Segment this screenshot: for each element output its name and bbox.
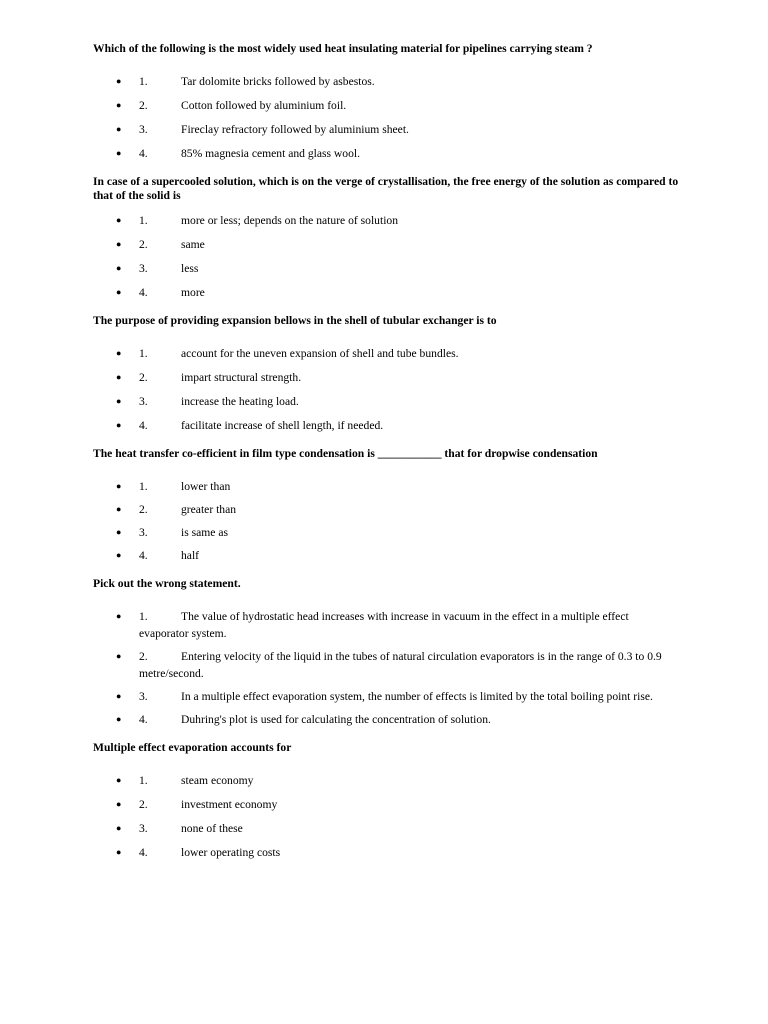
bullet-icon: ● (116, 372, 122, 382)
option-number: 4. (139, 286, 148, 299)
option-text: increase the heating load. (181, 395, 299, 408)
option-text: 85% magnesia cement and glass wool. (181, 147, 361, 160)
option-number: 4. (139, 713, 148, 726)
option-number: 2. (139, 798, 148, 811)
option-list (93, 478, 728, 564)
option-number: 2. (139, 371, 148, 384)
option-item (93, 524, 674, 541)
option-number: 4. (139, 147, 148, 160)
bullet-icon: ● (116, 287, 122, 297)
question-1 (93, 42, 728, 162)
bullet-icon: ● (116, 76, 122, 86)
option-item (93, 73, 674, 90)
bullet-icon: ● (116, 215, 122, 225)
option-text: is same as (181, 526, 229, 539)
option-number: 3. (139, 123, 148, 136)
option-number: 1. (139, 75, 148, 88)
option-text: more (181, 286, 205, 299)
option-number: 4. (139, 846, 148, 859)
option-item (93, 97, 674, 114)
option-item (93, 417, 674, 434)
bullet-icon: ● (116, 263, 122, 273)
option-number: 2. (139, 99, 148, 112)
option-item (93, 501, 674, 518)
option-item (93, 121, 674, 138)
option-text: Entering velocity of the liquid in the tubes of natural circulation evaporators is in the range of 0.3 to 0.9 metre/second. (139, 650, 662, 680)
option-text: Duhring's plot is used for calculating the concentration of solution. (181, 713, 491, 726)
option-item (93, 820, 674, 837)
option-item (93, 260, 674, 277)
bullet-icon: ● (116, 420, 122, 430)
bullet-icon: ● (116, 100, 122, 110)
question-text: Multiple effect evaporation accounts for (93, 741, 292, 754)
bullet-icon: ● (116, 714, 122, 724)
option-text: half (181, 549, 200, 562)
bullet-icon: ● (116, 481, 122, 491)
option-item (93, 772, 674, 789)
option-item (93, 796, 674, 813)
option-number: 3. (139, 526, 148, 539)
option-text: steam economy (181, 774, 254, 787)
bullet-icon: ● (116, 396, 122, 406)
option-number: 2. (139, 238, 148, 251)
question-text: The heat transfer co-efficient in film type condensation is ___________ that for dropwise condensation (93, 447, 598, 460)
option-number: 2. (139, 650, 148, 663)
bullet-icon: ● (116, 691, 122, 701)
option-item (93, 547, 674, 564)
option-text: facilitate increase of shell length, if needed. (181, 419, 384, 432)
option-number: 1. (139, 214, 148, 227)
option-text: impart structural strength. (181, 371, 302, 384)
bullet-icon: ● (116, 504, 122, 514)
question-text: In case of a supercooled solution, which is on the verge of crystallisation, the free energy of the solution as compared to that of the solid is (93, 175, 679, 202)
option-item (93, 478, 674, 495)
option-text: none of these (181, 822, 243, 835)
option-text: greater than (181, 503, 237, 516)
bullet-icon: ● (116, 550, 122, 560)
option-item (93, 345, 674, 362)
option-item (93, 711, 674, 728)
option-text: investment economy (181, 798, 278, 811)
bullet-icon: ● (116, 799, 122, 809)
option-number: 1. (139, 774, 148, 787)
option-number: 1. (139, 347, 148, 360)
option-number: 1. (139, 480, 148, 493)
option-item (93, 844, 674, 861)
question-text: Pick out the wrong statement. (93, 577, 241, 590)
option-text: more or less; depends on the nature of solution (181, 214, 399, 227)
bullet-icon: ● (116, 611, 122, 621)
option-text: less (181, 262, 199, 275)
option-number: 2. (139, 503, 148, 516)
bullet-icon: ● (116, 823, 122, 833)
question-3 (93, 314, 728, 434)
option-item (93, 369, 674, 386)
option-item (93, 608, 674, 642)
option-text: In a multiple effect evaporation system, the number of effects is limited by the total boiling point rise. (181, 690, 653, 703)
option-list (93, 73, 728, 162)
option-list (93, 345, 728, 434)
option-number: 3. (139, 262, 148, 275)
option-text: lower operating costs (181, 846, 281, 859)
question-6 (93, 741, 728, 861)
option-item (93, 236, 674, 253)
option-text: Fireclay refractory followed by aluminium sheet. (181, 123, 409, 136)
bullet-icon: ● (116, 527, 122, 537)
option-number: 3. (139, 822, 148, 835)
bullet-icon: ● (116, 847, 122, 857)
question-2 (93, 175, 728, 301)
option-number: 1. (139, 610, 148, 623)
option-item (93, 393, 674, 410)
question-text: The purpose of providing expansion bellows in the shell of tubular exchanger is to (93, 314, 497, 327)
bullet-icon: ● (116, 651, 122, 661)
option-item (93, 145, 674, 162)
option-item (93, 284, 674, 301)
option-list (93, 608, 728, 728)
option-number: 4. (139, 549, 148, 562)
bullet-icon: ● (116, 124, 122, 134)
option-list (93, 772, 728, 861)
option-text: Cotton followed by aluminium foil. (181, 99, 347, 112)
bullet-icon: ● (116, 148, 122, 158)
option-text: account for the uneven expansion of shell and tube bundles. (181, 347, 459, 360)
option-text: lower than (181, 480, 231, 493)
option-text: The value of hydrostatic head increases with increase in vacuum in the effect in a multiple effect evaporator system. (139, 610, 629, 640)
question-5 (93, 577, 728, 728)
bullet-icon: ● (116, 239, 122, 249)
question-text: Which of the following is the most widely used heat insulating material for pipelines carrying steam ? (93, 42, 593, 55)
option-list (93, 212, 728, 301)
option-item (93, 648, 674, 682)
question-4 (93, 447, 728, 564)
option-number: 3. (139, 395, 148, 408)
option-number: 4. (139, 419, 148, 432)
bullet-icon: ● (116, 775, 122, 785)
bullet-icon: ● (116, 348, 122, 358)
option-text: same (181, 238, 205, 251)
option-item (93, 212, 674, 229)
option-text: Tar dolomite bricks followed by asbestos. (181, 75, 375, 88)
option-item (93, 688, 674, 705)
option-number: 3. (139, 690, 148, 703)
